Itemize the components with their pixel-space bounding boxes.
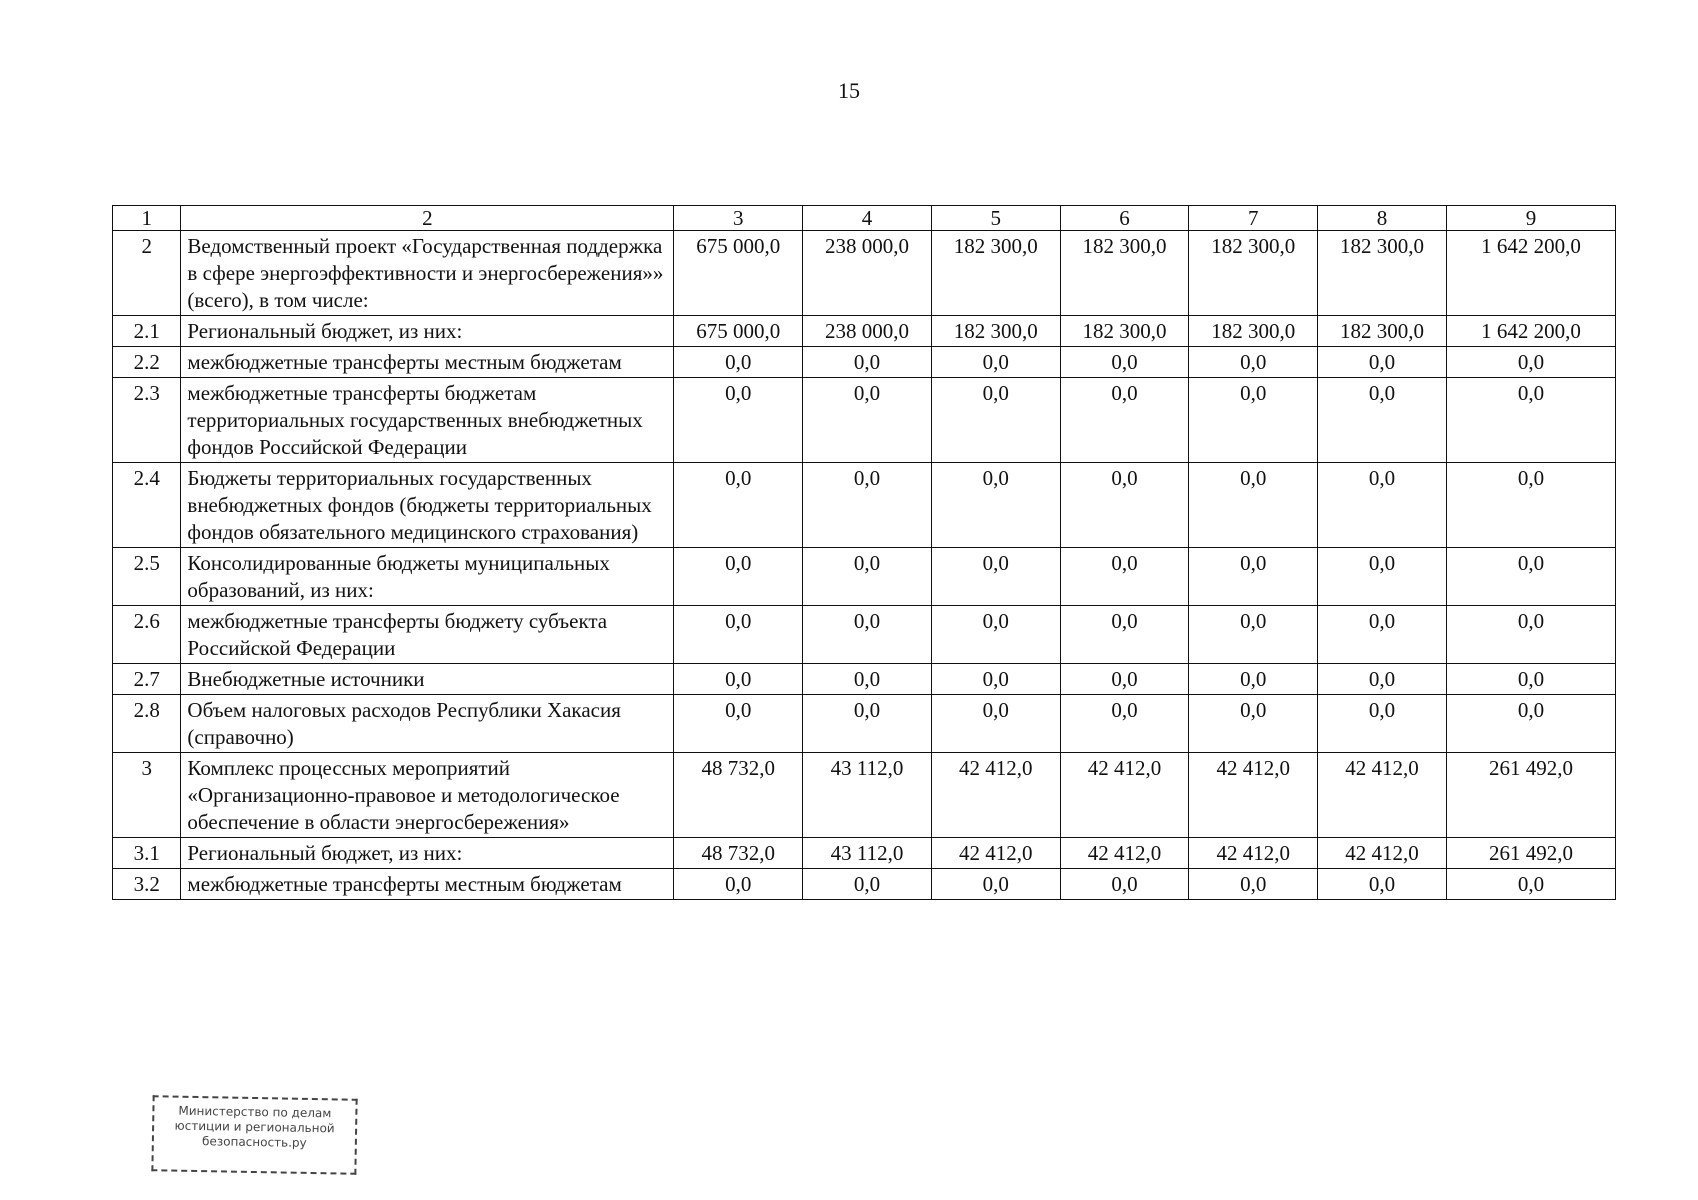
value-cell: 182 300,0 [931, 231, 1060, 316]
value-cell: 0,0 [1060, 378, 1189, 463]
value-cell: 182 300,0 [1189, 231, 1318, 316]
value-cell: 0,0 [803, 548, 932, 606]
value-cell: 0,0 [931, 378, 1060, 463]
value-cell: 0,0 [1446, 463, 1615, 548]
value-cell: 42 412,0 [931, 753, 1060, 838]
header-cell: 4 [803, 206, 932, 231]
value-cell: 48 732,0 [674, 838, 803, 869]
table-row [113, 838, 1616, 869]
value-cell: 42 412,0 [1318, 838, 1447, 869]
value-cell: 0,0 [1446, 347, 1615, 378]
value-cell: 182 300,0 [1060, 231, 1189, 316]
value-cell: 0,0 [1318, 463, 1447, 548]
table-row [113, 695, 1616, 753]
table-row [113, 869, 1616, 900]
value-cell: 182 300,0 [931, 316, 1060, 347]
value-cell: 0,0 [1446, 548, 1615, 606]
table-row [113, 664, 1616, 695]
table-body [113, 206, 1616, 900]
value-cell: 0,0 [803, 869, 932, 900]
value-cell: 42 412,0 [1189, 753, 1318, 838]
value-cell: 0,0 [1446, 606, 1615, 664]
row-number-cell: 2.7 [113, 664, 181, 695]
value-cell: 43 112,0 [803, 838, 932, 869]
header-cell: 1 [113, 206, 181, 231]
table-row [113, 231, 1616, 316]
value-cell: 0,0 [1189, 606, 1318, 664]
table-row [113, 548, 1616, 606]
value-cell: 0,0 [674, 869, 803, 900]
value-cell: 42 412,0 [1060, 753, 1189, 838]
value-cell: 182 300,0 [1318, 231, 1447, 316]
value-cell: 0,0 [674, 606, 803, 664]
value-cell: 182 300,0 [1060, 316, 1189, 347]
table-row [113, 463, 1616, 548]
value-cell: 0,0 [1318, 347, 1447, 378]
value-cell: 261 492,0 [1446, 838, 1615, 869]
value-cell: 0,0 [1446, 664, 1615, 695]
value-cell: 0,0 [1060, 548, 1189, 606]
value-cell: 0,0 [1060, 695, 1189, 753]
value-cell: 43 112,0 [803, 753, 932, 838]
row-number-cell: 2.4 [113, 463, 181, 548]
value-cell: 675 000,0 [674, 231, 803, 316]
value-cell: 0,0 [931, 664, 1060, 695]
row-number-cell: 3.1 [113, 838, 181, 869]
row-name-cell: межбюджетные трансферты местным бюджетам [181, 347, 674, 378]
row-number-cell: 3 [113, 753, 181, 838]
stamp-line: безопасность.ру [201, 1134, 307, 1150]
value-cell: 0,0 [803, 347, 932, 378]
row-name-cell: Консолидированные бюджеты муниципальных образований, из них: [181, 548, 674, 606]
value-cell: 42 412,0 [1189, 838, 1318, 869]
row-name-cell: Региональный бюджет, из них: [181, 316, 674, 347]
row-name-cell: Ведомственный проект «Государственная поддержка в сфере энергоэффективности и энергосбережения»» (всего), в том числе: [181, 231, 674, 316]
value-cell: 238 000,0 [803, 316, 932, 347]
row-name-cell: Комплекс процессных мероприятий «Организационно-правовое и методологическое обеспечение в области энергосбережения» [181, 753, 674, 838]
table-row [113, 347, 1616, 378]
row-number-cell: 2.1 [113, 316, 181, 347]
table-row [113, 606, 1616, 664]
page-number: 15 [838, 78, 860, 103]
value-cell: 182 300,0 [1189, 316, 1318, 347]
value-cell: 1 642 200,0 [1446, 231, 1615, 316]
value-cell: 0,0 [1060, 347, 1189, 378]
header-cell: 6 [1060, 206, 1189, 231]
row-name-cell: межбюджетные трансферты местным бюджетам [181, 869, 674, 900]
row-number-cell: 2.2 [113, 347, 181, 378]
value-cell: 0,0 [1060, 664, 1189, 695]
row-name-cell: межбюджетные трансферты бюджету субъекта Российской Федерации [181, 606, 674, 664]
value-cell: 0,0 [1446, 695, 1615, 753]
table-row [113, 378, 1616, 463]
row-name-cell: Бюджеты территориальных государственных внебюджетных фондов (бюджеты территориальных фондов обязательного медицинского страхования) [181, 463, 674, 548]
value-cell: 0,0 [674, 378, 803, 463]
value-cell: 42 412,0 [1060, 838, 1189, 869]
row-number-cell: 2.3 [113, 378, 181, 463]
value-cell: 0,0 [931, 347, 1060, 378]
value-cell: 0,0 [1189, 463, 1318, 548]
value-cell: 0,0 [1189, 378, 1318, 463]
header-cell: 7 [1189, 206, 1318, 231]
value-cell: 0,0 [931, 548, 1060, 606]
value-cell: 0,0 [674, 347, 803, 378]
table-row [113, 316, 1616, 347]
header-cell: 9 [1446, 206, 1615, 231]
value-cell: 0,0 [1318, 664, 1447, 695]
row-name-cell: Внебюджетные источники [181, 664, 674, 695]
stamp-line: Министерство по делам [178, 1103, 332, 1121]
value-cell: 0,0 [803, 695, 932, 753]
value-cell: 261 492,0 [1446, 753, 1615, 838]
value-cell: 1 642 200,0 [1446, 316, 1615, 347]
value-cell: 0,0 [1318, 378, 1447, 463]
row-number-cell: 2.8 [113, 695, 181, 753]
value-cell: 0,0 [1060, 606, 1189, 664]
value-cell: 0,0 [1060, 869, 1189, 900]
value-cell: 0,0 [674, 664, 803, 695]
value-cell: 0,0 [1189, 869, 1318, 900]
value-cell: 0,0 [931, 869, 1060, 900]
value-cell: 0,0 [803, 463, 932, 548]
value-cell: 0,0 [1318, 869, 1447, 900]
value-cell: 0,0 [1446, 378, 1615, 463]
row-name-cell: межбюджетные трансферты бюджетам территориальных государственных внебюджетных фондов Российской Федерации [181, 378, 674, 463]
value-cell: 0,0 [1189, 347, 1318, 378]
ministry-stamp [151, 1095, 357, 1175]
row-number-cell: 3.2 [113, 869, 181, 900]
table-header-row [113, 206, 1616, 231]
value-cell: 182 300,0 [1318, 316, 1447, 347]
stamp-line: юстиции и региональной [174, 1118, 335, 1136]
header-cell: 5 [931, 206, 1060, 231]
value-cell: 0,0 [1318, 606, 1447, 664]
value-cell: 0,0 [931, 463, 1060, 548]
value-cell: 0,0 [1189, 664, 1318, 695]
value-cell: 0,0 [674, 463, 803, 548]
header-cell: 8 [1318, 206, 1447, 231]
value-cell: 0,0 [931, 606, 1060, 664]
value-cell: 238 000,0 [803, 231, 932, 316]
value-cell: 0,0 [803, 606, 932, 664]
value-cell: 42 412,0 [1318, 753, 1447, 838]
table-row [113, 753, 1616, 838]
header-cell: 2 [181, 206, 674, 231]
row-number-cell: 2.5 [113, 548, 181, 606]
row-number-cell: 2.6 [113, 606, 181, 664]
row-name-cell: Объем налоговых расходов Республики Хакасия (справочно) [181, 695, 674, 753]
value-cell: 48 732,0 [674, 753, 803, 838]
value-cell: 0,0 [1189, 695, 1318, 753]
value-cell: 0,0 [1060, 463, 1189, 548]
budget-table [112, 205, 1616, 900]
value-cell: 0,0 [803, 378, 932, 463]
value-cell: 0,0 [1318, 548, 1447, 606]
value-cell: 0,0 [674, 548, 803, 606]
value-cell: 42 412,0 [931, 838, 1060, 869]
value-cell: 0,0 [1446, 869, 1615, 900]
value-cell: 0,0 [1189, 548, 1318, 606]
value-cell: 0,0 [803, 664, 932, 695]
value-cell: 675 000,0 [674, 316, 803, 347]
row-number-cell: 2 [113, 231, 181, 316]
value-cell: 0,0 [674, 695, 803, 753]
value-cell: 0,0 [931, 695, 1060, 753]
row-name-cell: Региональный бюджет, из них: [181, 838, 674, 869]
value-cell: 0,0 [1318, 695, 1447, 753]
header-cell: 3 [674, 206, 803, 231]
